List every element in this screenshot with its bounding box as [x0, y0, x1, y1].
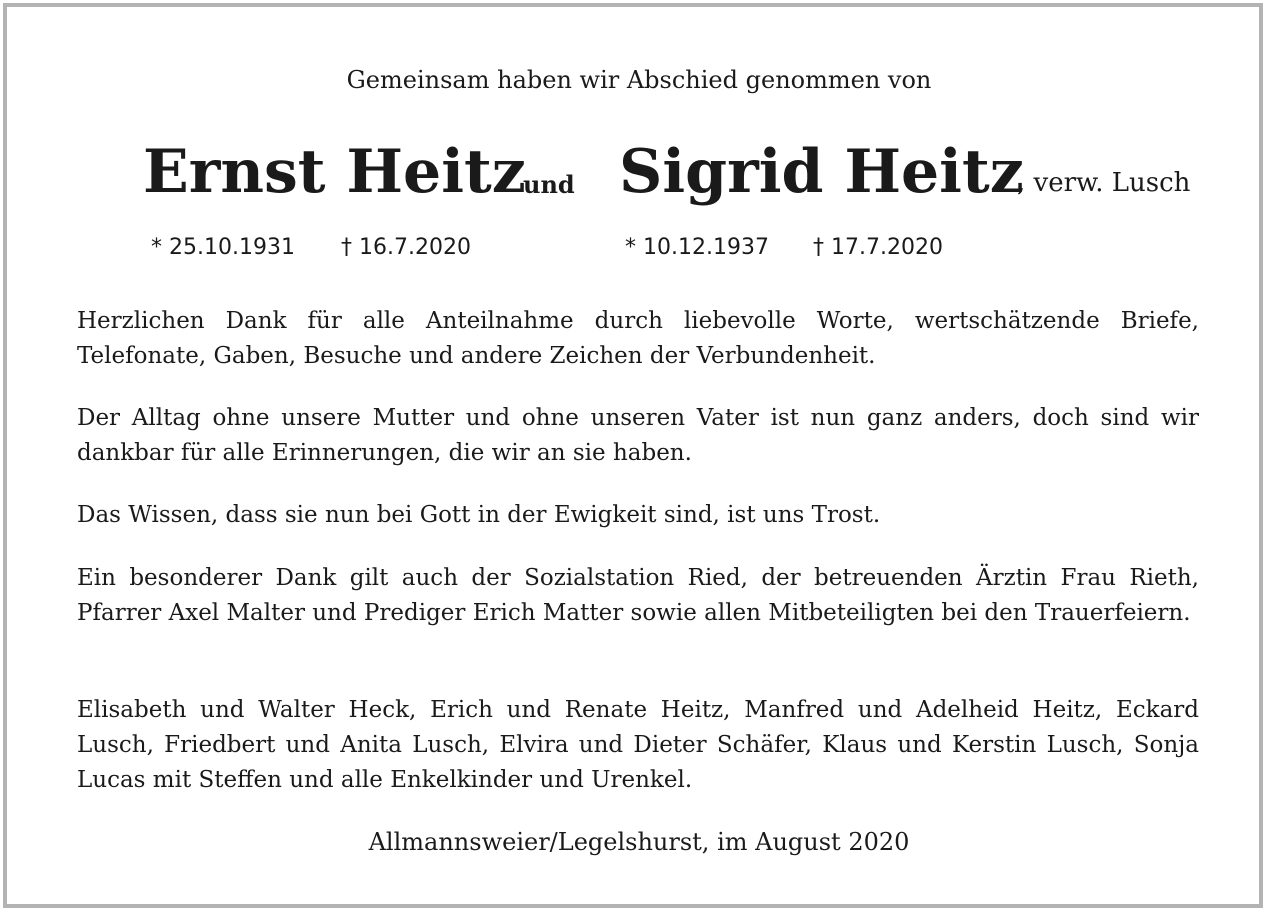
- special-thanks-paragraph: Ein besonderer Dank gilt auch der Sozialstation Ried, der betreuenden Ärztin Frau Rieth, Pfarrer Axel Malter und Prediger Erich Matter sowie allen Mitbeteiligten bei den Trauerfeiern.: [77, 565, 1199, 626]
- person2-name: Sigrid Heitz: [619, 137, 1024, 207]
- person2-death-date: † 17.7.2020: [813, 235, 943, 260]
- obituary-notice: [3, 3, 1263, 908]
- place-and-date: Allmannsweier/Legelshurst, im August 2020: [368, 828, 910, 856]
- connector-word: und: [523, 170, 575, 199]
- person1-birth-date: * 25.10.1931: [151, 235, 295, 260]
- names-row: [7, 136, 1271, 208]
- comfort-paragraph: Das Wissen, dass sie nun bei Gott in der Ewigkeit sind, ist uns Trost.: [77, 502, 881, 528]
- family-names-paragraph: Elisabeth und Walter Heck, Erich und Renate Heitz, Manfred und Adelheid Heitz, Eckard Lusch, Friedbert und Anita Lusch, Elvira und Dieter Schäfer, Klaus und Kerstin Lusch, Sonja Lucas mit Steffen und alle Enkelkinder und Urenkel.: [77, 697, 1199, 793]
- person1-death-date: † 16.7.2020: [341, 235, 471, 260]
- person2-birth-date: * 10.12.1937: [625, 235, 769, 260]
- person2-suffix: , verw. Lusch: [1017, 168, 1191, 198]
- person1-name: Ernst Heitz: [143, 137, 526, 207]
- thanks-paragraph: Herzlichen Dank für alle Anteilnahme durch liebevolle Worte, wertschätzende Briefe, Telefonate, Gaben, Besuche und andere Zeichen der Verbundenheit.: [77, 308, 1199, 369]
- intro-line: Gemeinsam haben wir Abschied genommen von: [346, 66, 932, 94]
- memories-paragraph: Der Alltag ohne unsere Mutter und ohne unseren Vater ist nun ganz anders, doch sind wir dankbar für alle Erinnerungen, die wir an sie haben.: [77, 405, 1199, 466]
